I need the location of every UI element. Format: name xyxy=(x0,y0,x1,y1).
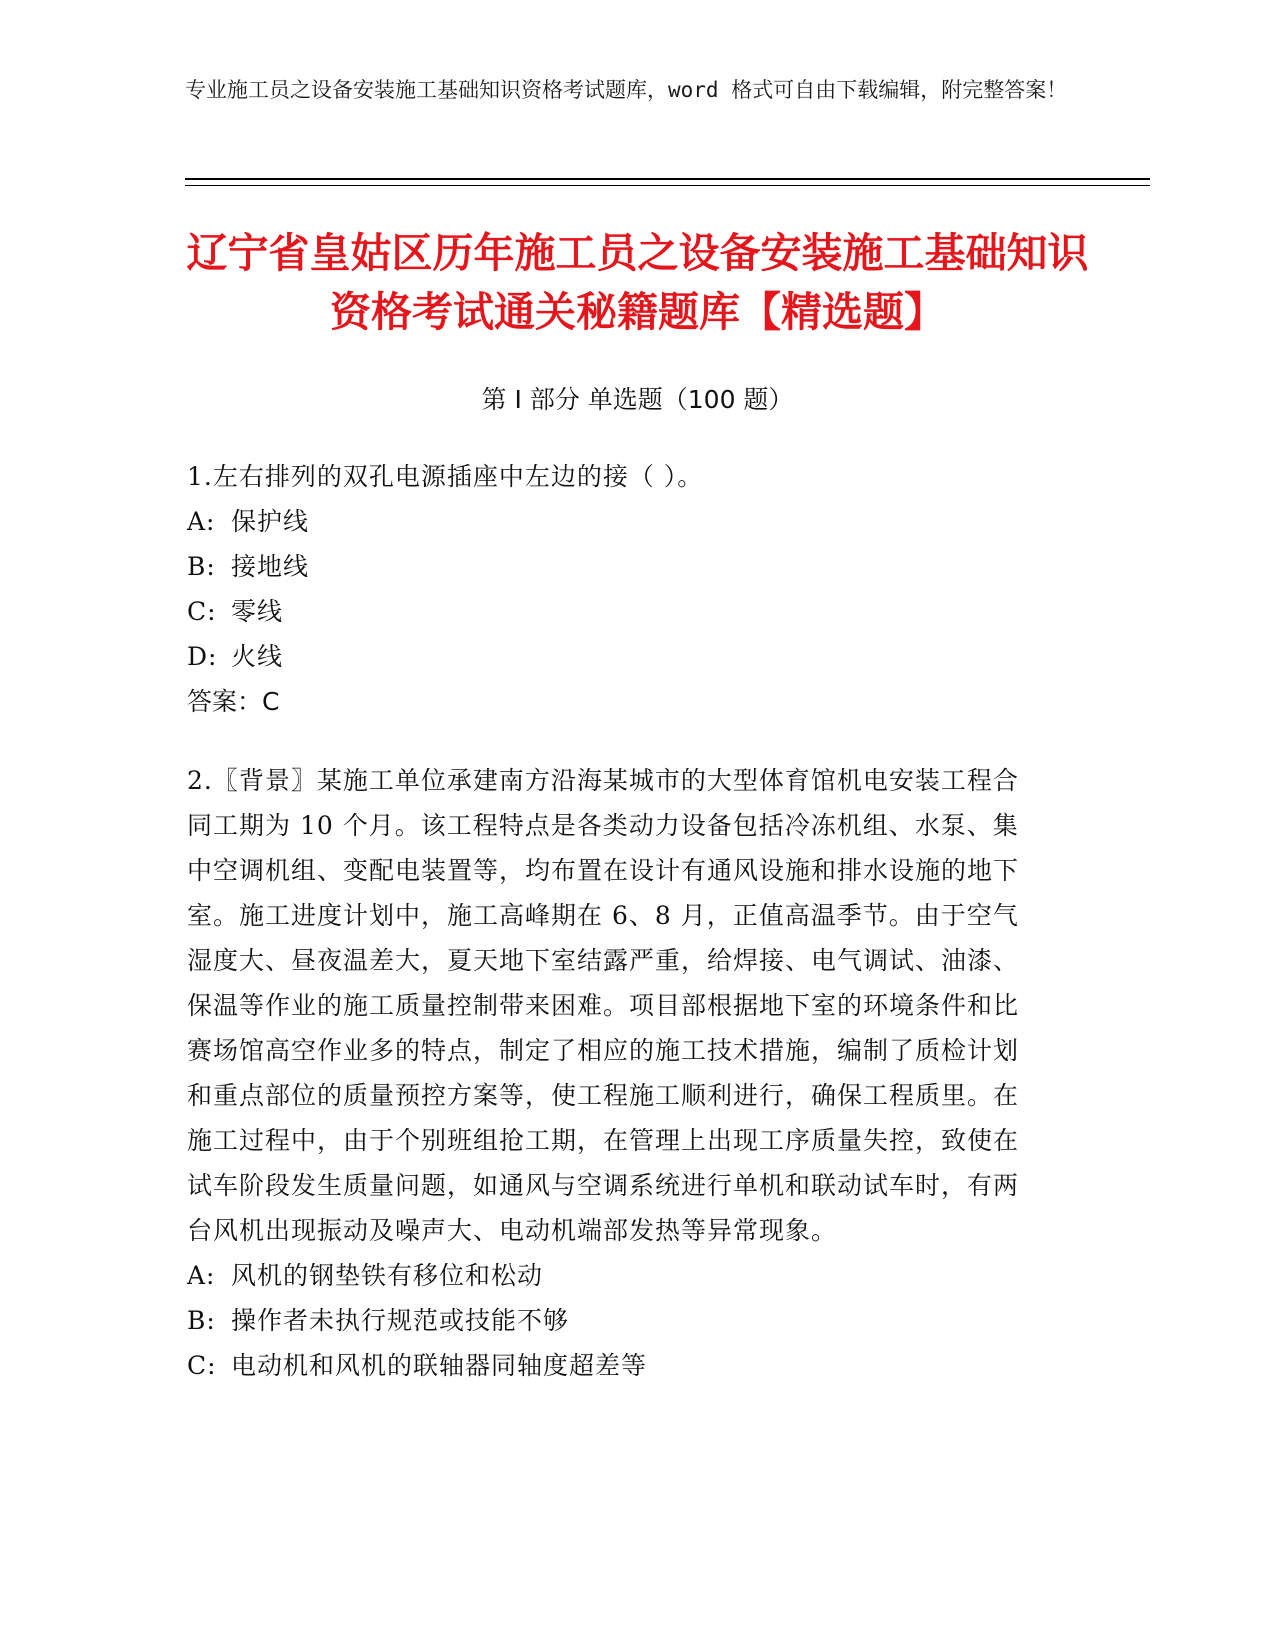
option-text: 接地线 xyxy=(231,552,310,581)
option-letter: A: xyxy=(187,1261,216,1290)
question-stem: 2.〖背景〗某施工单位承建南方沿海某城市的大型体育馆机电安装工程合同工期为 10 个月。该工程特点是各类动力设备包括冷冻机组、水泵、集中空调机组、变配电装置等，均布置在设计有通风设施和排水设施的地下室。施工进度计划中，施工高峰期在 6、8 月，正值高温季节。由于空气湿度大、昼夜温差大，夏天地下室结露严重，给焊接、电气调试、油漆、保温等作业的施工质量控制带来困难。项目部根据地下室的环境条件和比赛场馆高空作业多的特点，制定了相应的施工技术措施，编制了质检计划和重点部位的质量预控方案等，使工程施工顺利进行，确保工程质里。在施工过程中，由于个别班组抢工期，在管理上出现工序质量失控，致使在试车阶段发生质量问题，如通风与空调系统进行单机和联动试车时，有两台风机出现振动及噪声大、电动机端部发热等异常现象。 xyxy=(187,766,1020,1245)
option-b xyxy=(187,544,1067,589)
question-2 xyxy=(187,758,1032,1388)
question-stem: 1.左右排列的双孔电源插座中左边的接（ ）。 xyxy=(187,462,704,491)
option-a xyxy=(187,1253,1032,1298)
option-text: 电动机和风机的联轴器同轴度超差等 xyxy=(231,1351,648,1380)
option-text: 操作者未执行规范或技能不够 xyxy=(231,1306,570,1335)
option-letter: D: xyxy=(187,642,218,671)
option-c xyxy=(187,589,1067,634)
option-letter: B: xyxy=(187,1306,216,1335)
header-rule-thin xyxy=(185,185,1150,186)
option-d xyxy=(187,634,1067,679)
option-c xyxy=(187,1343,1032,1388)
question-1 xyxy=(187,454,1067,724)
header-note: 专业施工员之设备安装施工基础知识资格考试题库，word 格式可自由下载编辑，附完整答案！ xyxy=(185,78,1068,102)
option-a xyxy=(187,499,1067,544)
option-text: 保护线 xyxy=(231,507,310,536)
option-text: 风机的钢垫铁有移位和松动 xyxy=(231,1261,544,1290)
answer-line: 答案：C xyxy=(187,687,280,716)
option-letter: B: xyxy=(187,552,216,581)
option-letter: C: xyxy=(187,1351,217,1380)
option-text: 零线 xyxy=(231,597,284,626)
header-rule-thick xyxy=(185,178,1150,180)
document-title: 辽宁省皇姑区历年施工员之设备安装施工基础知识资格考试通关秘籍题库【精选题】 xyxy=(186,229,1089,336)
option-b xyxy=(187,1298,1032,1343)
option-text: 火线 xyxy=(231,642,284,671)
section-heading: 第 I 部分 单选题（100 题） xyxy=(481,385,794,414)
option-letter: A: xyxy=(187,507,216,536)
option-letter: C: xyxy=(187,597,217,626)
